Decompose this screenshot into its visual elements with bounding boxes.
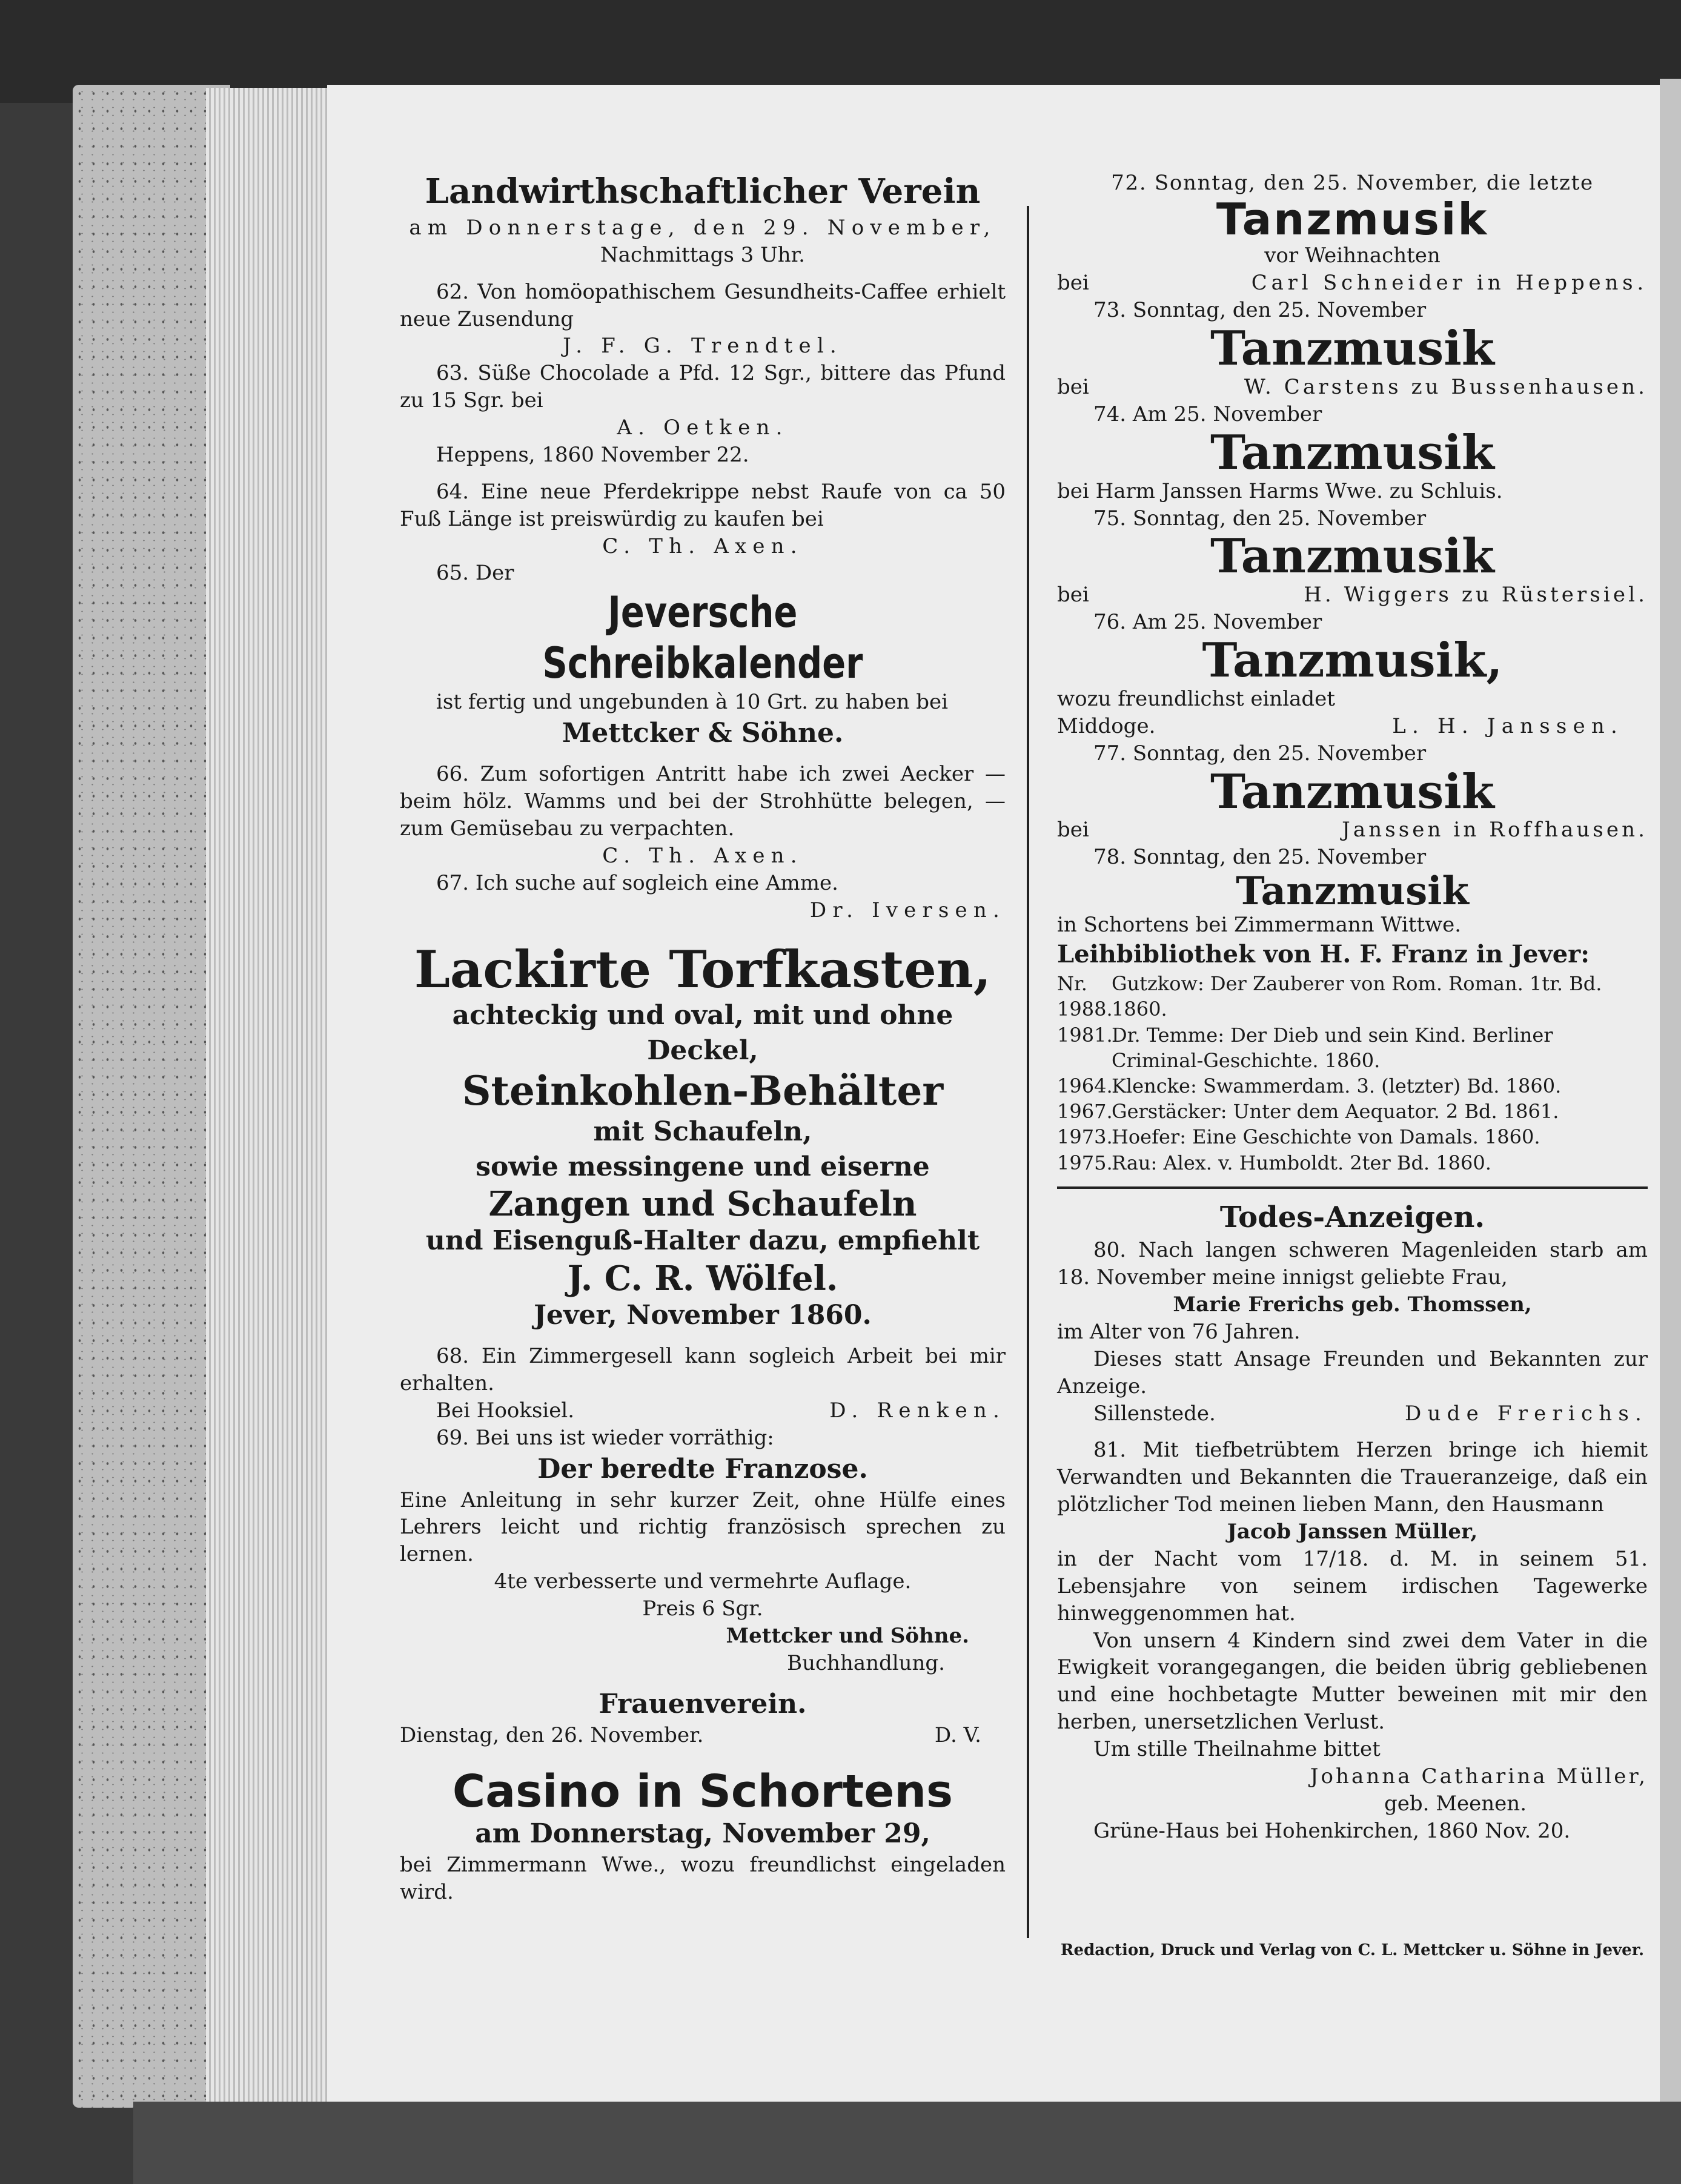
- ad-81-text4: Um stille Theilnahme bittet: [1093, 1737, 1381, 1762]
- ad-65-title: Jeversche Schreibkalender: [542, 587, 863, 689]
- library-entry-number: Nr. 1988.: [1057, 972, 1113, 1021]
- casino-text: bei Zimmermann Wwe., wozu freundlichst eingeladen wird.: [400, 1853, 1006, 1905]
- left-column: [400, 170, 1006, 1906]
- ad-81-sign1: Johanna Catharina Müller,: [1310, 1764, 1648, 1789]
- ad-torfkasten-line7: und Eisenguß-Halter dazu, empfiehlt: [425, 1225, 980, 1257]
- ad-81-place: Grüne-Haus bei Hohenkirchen, 1860 Nov. 20.: [1093, 1818, 1571, 1843]
- ad-66-text: 66. Zum sofortigen Antritt habe ich zwei Aecker — beim hölz. Wamms und bei der Strohhütte belegen, — zum Gemüsebau zu verpachten.: [400, 762, 1006, 841]
- library-entry: [1057, 1099, 1648, 1124]
- ad-62-sign: J. F. G. Trendtel.: [563, 334, 843, 359]
- frauenverein-title: Frauenverein.: [598, 1688, 807, 1719]
- library-entry-number: 1967.: [1057, 1100, 1113, 1123]
- ad-63-text: 63. Süße Chocolade a Pfd. 12 Sgr., bittere das Pfund zu 15 Sgr. bei: [400, 361, 1006, 413]
- ad-74-host: bei Harm Janssen Harms Wwe. zu Schluis.: [1057, 478, 1503, 503]
- ad-75-head: 75. Sonntag, den 25. November: [1093, 506, 1427, 531]
- scan-bottom-background: [133, 2102, 1681, 2184]
- lv-title: Landwirthschaftlicher Verein: [425, 171, 981, 211]
- ad-73-head: 73. Sonntag, den 25. November: [1093, 298, 1427, 323]
- ad-76-title: Tanzmusik,: [1202, 633, 1503, 689]
- ad-torfkasten-line5: sowie messingene und eiserne: [476, 1151, 930, 1182]
- library-entry-text: Hoefer: Eine Geschichte von Damals. 1860.: [1112, 1125, 1540, 1149]
- ad-80-text2: Dieses statt Ansage Freunden und Bekannten zur Anzeige.: [1057, 1346, 1648, 1398]
- library-entry-text: Gutzkow: Der Zauberer von Rom. Roman. 1tr. Bd. 1860.: [1112, 972, 1602, 1021]
- ad-80-text: 80. Nach langen schweren Magenleiden starb am 18. November meine innigst geliebte Frau,: [1057, 1238, 1648, 1290]
- ad-66-sign: C. Th. Axen.: [602, 843, 803, 868]
- ad-73-title: Tanzmusik: [1210, 321, 1494, 377]
- ad-68-place: Bei Hooksiel.: [436, 1398, 575, 1423]
- ad-76-sign: L. H. Janssen.: [1392, 713, 1623, 738]
- ad-77-host: Janssen in Roffhausen.: [1342, 818, 1648, 842]
- ad-76-place: Middoge.: [1057, 713, 1156, 738]
- ad-67-sign: Dr. Iversen.: [809, 898, 1006, 922]
- ad-73-host: W. Carstens zu Bussenhausen.: [1244, 374, 1648, 399]
- ad-63-place: Heppens, 1860 November 22.: [436, 442, 749, 467]
- ad-77-head: 77. Sonntag, den 25. November: [1093, 741, 1427, 766]
- ad-69-text: 69. Bei uns ist wieder vorräthig:: [436, 1425, 774, 1450]
- ad-73-bei: bei: [1057, 374, 1089, 399]
- facing-page-edge: [1660, 79, 1681, 2126]
- death-notices-head: Todes-Anzeigen.: [1219, 1200, 1485, 1234]
- ad-torfkasten-line4: mit Schaufeln,: [593, 1116, 812, 1147]
- ad-76-line: wozu freundlichst einladet: [1057, 686, 1335, 711]
- ad-64-sign: C. Th. Axen.: [602, 534, 803, 558]
- library-entry-number: 1973.: [1057, 1125, 1113, 1149]
- library-entry-text: Gerstäcker: Unter dem Aequator. 2 Bd. 1861.: [1112, 1100, 1559, 1123]
- library-head: Leihbibliothek von H. F. Franz in Jever:: [1057, 940, 1590, 969]
- column-divider: [1027, 206, 1029, 1938]
- ad-72-sub: vor Weihnachten: [1264, 243, 1441, 268]
- ad-69-price: Preis 6 Sgr.: [642, 1597, 763, 1621]
- ad-65-text: ist fertig und ungebunden à 10 Grt. zu haben bei: [436, 690, 949, 715]
- ad-63-sign: A. Oetken.: [617, 415, 789, 440]
- ad-78-head: 78. Sonntag, den 25. November: [1093, 845, 1427, 870]
- library-entry: [1057, 1150, 1648, 1176]
- frauenverein-sign: D. V.: [934, 1722, 981, 1747]
- ad-69-desc: Eine Anleitung in sehr kurzer Zeit, ohne Hülfe eines Lehrers leicht und richtig französisch sprechen zu lernen.: [400, 1487, 1006, 1567]
- ad-78-host: in Schortens bei Zimmermann Wittwe.: [1057, 913, 1462, 938]
- library-entry-text: Dr. Temme: Der Dieb und sein Kind. Berliner Criminal-Geschichte. 1860.: [1112, 1023, 1553, 1072]
- ad-72-head: 72. Sonntag, den 25. November, die letzte: [1111, 171, 1594, 195]
- library-entry: [1057, 1073, 1648, 1099]
- ad-68-sign: D. Renken.: [829, 1398, 1006, 1423]
- ad-69-title: Der beredte Franzose.: [537, 1453, 868, 1484]
- ad-77-bei: bei: [1057, 818, 1089, 842]
- ad-69-shop: Buchhandlung.: [787, 1650, 945, 1675]
- ad-64-text: 64. Eine neue Pferdekrippe nebst Raufe von ca 50 Fuß Länge ist preiswürdig zu kaufen bei: [400, 479, 1006, 531]
- ad-torfkasten-line2: achteckig und oval, mit und ohne Deckel,: [452, 999, 953, 1066]
- library-entry-text: Klencke: Swammerdam. 3. (letzter) Bd. 1860.: [1112, 1074, 1562, 1097]
- ad-69-edition: 4te verbesserte und vermehrte Auflage.: [494, 1569, 912, 1594]
- imprint-footer: Redaction, Druck und Verlag von C. L. Mettcker u. Söhne in Jever.: [1060, 1941, 1645, 1959]
- ad-75-host: H. Wiggers zu Rüstersiel.: [1304, 583, 1648, 607]
- ad-torfkasten-line3: Steinkohlen-Behälter: [462, 1067, 944, 1115]
- casino-title: Casino in Schortens: [452, 1765, 953, 1818]
- ad-77-title: Tanzmusik: [1210, 764, 1494, 819]
- ad-torfkasten-title: Lackirte Torfkasten,: [414, 939, 992, 1000]
- ad-torfkasten-seller: J. C. R. Wölfel.: [567, 1258, 838, 1299]
- ad-72-host: Carl Schneider in Heppens.: [1251, 271, 1648, 296]
- lv-line1: am Donnerstage, den 29. November,: [409, 215, 996, 240]
- ad-80-name: Marie Frerichs geb. Thomssen,: [1173, 1292, 1532, 1317]
- ad-76-head: 76. Am 25. November: [1093, 610, 1322, 635]
- ad-65-prefix: 65. Der: [436, 561, 514, 586]
- ad-62-text: 62. Von homöopathischem Gesundheits-Caffee erhielt neue Zusendung: [400, 279, 1006, 331]
- frauenverein-date: Dienstag, den 26. November.: [400, 1722, 704, 1747]
- ad-69-firm: Mettcker und Söhne.: [726, 1623, 969, 1648]
- ad-80-age: im Alter von 76 Jahren.: [1057, 1319, 1301, 1344]
- ad-75-title: Tanzmusik: [1210, 529, 1494, 584]
- ad-torfkasten-line6: Zangen und Schaufeln: [488, 1184, 917, 1225]
- ad-torfkasten-date: Jever, November 1860.: [534, 1299, 872, 1331]
- library-entry: [1057, 1124, 1648, 1150]
- ad-65-firm: Mettcker & Söhne.: [562, 718, 844, 749]
- ad-75-bei: bei: [1057, 583, 1089, 607]
- library-entry-number: 1975.: [1057, 1151, 1113, 1174]
- section-rule: [1057, 1186, 1648, 1189]
- ad-74-head: 74. Am 25. November: [1093, 402, 1322, 426]
- ad-74-title: Tanzmusik: [1210, 425, 1494, 480]
- ad-72-title: Tanzmusik: [1216, 193, 1489, 245]
- casino-date: am Donnerstag, November 29,: [475, 1818, 930, 1850]
- lv-line2: Nachmittags 3 Uhr.: [600, 242, 805, 267]
- ad-81-text3: Von unsern 4 Kindern sind zwei dem Vater in die Ewigkeit vorangegangen, die beiden übrig gebliebenen und eine hochbetagte Mutter beweinen mit mir den herben, unersetzlichen Verlust.: [1057, 1628, 1648, 1735]
- right-column: [1057, 170, 1648, 1845]
- ad-80-sign: Dude Frerichs.: [1405, 1401, 1648, 1426]
- library-entry: [1057, 971, 1648, 1022]
- ad-67-text: 67. Ich suche auf sogleich eine Amme.: [436, 870, 838, 895]
- library-entry: [1057, 1022, 1648, 1073]
- ad-68-text: 68. Ein Zimmergesell kann sogleich Arbeit bei mir erhalten.: [400, 1344, 1006, 1395]
- ad-81-sign2: geb. Meenen.: [1384, 1791, 1527, 1816]
- library-entry-number: 1964.: [1057, 1074, 1113, 1097]
- ad-78-title: Tanzmusik: [1236, 869, 1469, 915]
- ad-80-place: Sillenstede.: [1093, 1401, 1216, 1426]
- ad-81-text: 81. Mit tiefbetrübtem Herzen bringe ich hiemit Verwandten und Bekannten die Traueranzeige, daß ein plötzlicher Tod meinen lieben Mann, den Hausmann: [1057, 1438, 1648, 1517]
- library-entry-number: 1981.: [1057, 1023, 1113, 1047]
- ad-81-text2: in der Nacht vom 17/18. d. M. in seinem 51. Lebensjahre von seinem irdischen Tagewerke hinweggenommen hat.: [1057, 1546, 1648, 1626]
- library-entry-text: Rau: Alex. v. Humboldt. 2ter Bd. 1860.: [1112, 1151, 1491, 1174]
- ad-72-bei: bei: [1057, 271, 1089, 296]
- library-list: [1057, 971, 1648, 1176]
- ad-81-name: Jacob Janssen Müller,: [1227, 1520, 1478, 1544]
- page-stack-edges: [206, 88, 333, 2117]
